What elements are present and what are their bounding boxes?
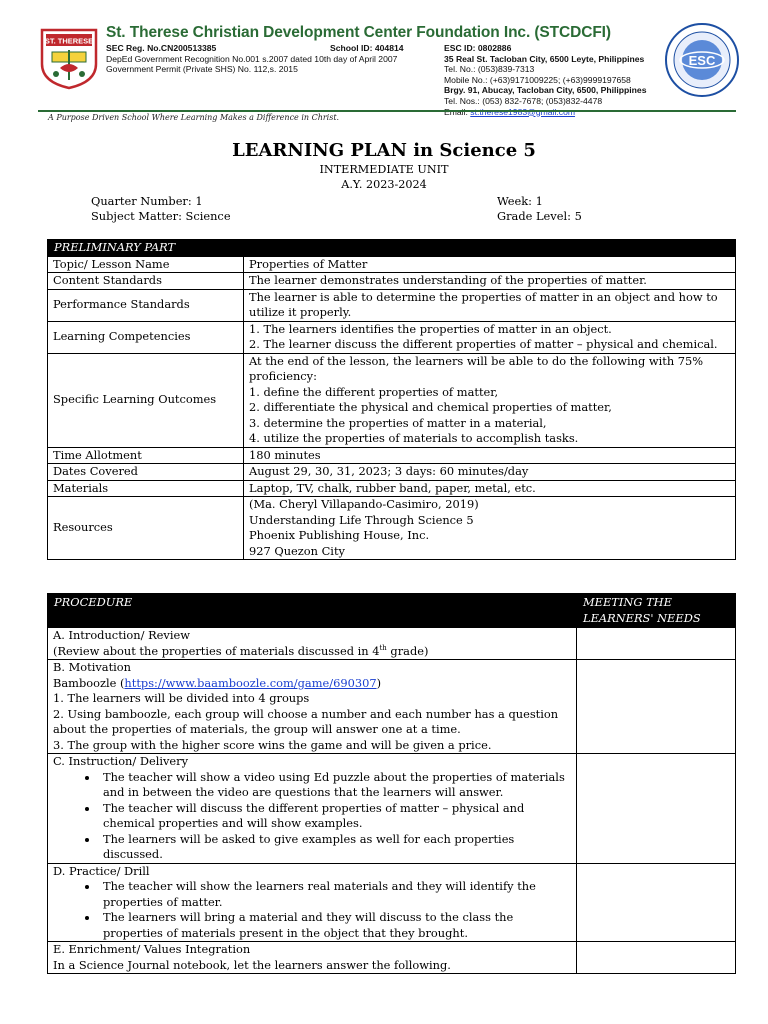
procedure-practice	[48, 863, 577, 942]
week-number: Week: 1	[497, 194, 543, 208]
practice-list	[53, 879, 571, 941]
address-1: 35 Real St. Tacloban City, 6500 Leyte, Philippines	[444, 53, 645, 64]
outcome-item: 4. utilize the properties of materials to accomplish tasks.	[249, 431, 579, 445]
introduction-text	[53, 644, 571, 660]
introduction-text-end: grade)	[386, 643, 429, 658]
table-row	[48, 497, 736, 560]
grade-level: Grade Level: 5	[497, 209, 582, 223]
deped-recognition: DepEd Government Recognition No.001 s.2007 dated 10th day of April 2007	[106, 53, 398, 64]
learners-needs-cell	[577, 754, 736, 864]
school-motto: A Purpose Driven School Where Learning Makes a Difference in Christ.	[48, 113, 340, 122]
outcome-item: 3. determine the properties of matter in a material,	[249, 415, 547, 430]
enrichment-text: In a Science Journal notebook, let the learners answer the following.	[53, 957, 451, 972]
procedure-table	[47, 593, 736, 974]
school-id: School ID: 404814	[330, 43, 404, 53]
section-title: C. Instruction/ Delivery	[53, 754, 189, 768]
school-logo-text: ST. THERESE	[44, 36, 94, 46]
deped-seal-text: ESC	[688, 53, 716, 68]
row-value-specific-outcomes	[244, 353, 736, 447]
school-logo-icon	[38, 24, 100, 90]
telephone-1: Tel. No.: (053)839-7313	[444, 64, 535, 75]
row-label-specific-outcomes: Specific Learning Outcomes	[48, 353, 244, 447]
learners-needs-cell	[577, 660, 736, 754]
procedure-enrichment	[48, 942, 577, 974]
motivation-step: 1. The learners will be divided into 4 groups	[53, 691, 310, 705]
table-row	[48, 289, 736, 321]
school-id-block	[330, 43, 404, 54]
section-title: A. Introduction/ Review	[53, 628, 190, 642]
procedure-header-row	[48, 594, 736, 628]
outcome-item: 2. differentiate the physical and chemical properties of matter,	[249, 400, 612, 414]
table-row	[48, 273, 736, 290]
section-title: D. Practice/ Drill	[53, 863, 150, 878]
table-row	[48, 754, 736, 864]
letterhead-divider	[38, 110, 736, 112]
school-name: St. Therese Christian Development Center Foundation Inc. (STCDCFI)	[106, 24, 611, 41]
preliminary-header-row	[48, 240, 736, 257]
resource-line: Phoenix Publishing House, Inc.	[249, 528, 430, 542]
contact-block	[444, 43, 647, 117]
section-title: B. Motivation	[53, 660, 131, 674]
subject-matter: Subject Matter: Science	[91, 209, 231, 223]
table-row	[48, 464, 736, 481]
resource-line: 927 Quezon City	[249, 543, 345, 558]
sec-registration: SEC Reg. No.CN200513385	[106, 43, 217, 53]
resource-line: Understanding Life Through Science 5	[249, 512, 474, 527]
row-value-resources	[244, 497, 736, 560]
row-label-dates-covered: Dates Covered	[48, 464, 244, 481]
esc-id: ESC ID: 0802886	[444, 43, 512, 53]
quarter-number: Quarter Number: 1	[91, 194, 203, 208]
ordinal-suffix: th	[379, 643, 387, 652]
section-title: E. Enrichment/ Values Integration	[53, 942, 251, 956]
academic-year: A.Y. 2023-2024	[341, 178, 427, 191]
table-row	[48, 942, 736, 974]
table-row	[48, 863, 736, 942]
row-value-learning-competencies	[244, 321, 736, 353]
telephone-2: Tel. Nos.: (053) 832-7678; (053)832-4478	[444, 95, 603, 106]
row-value-performance-standards: The learner is able to determine the properties of matter in an object and how to utilize it properly.	[244, 289, 736, 321]
resource-line: (Ma. Cheryl Villapando-Casimiro, 2019)	[249, 497, 479, 511]
procedure-instruction	[48, 754, 577, 864]
bamboozle-line	[53, 676, 571, 692]
list-item: • The teacher will discuss the different properties of matter – physical and chemical properties and will show examples.	[99, 801, 571, 832]
motivation-step: 3. The group with the higher score wins the game and will be given a price.	[53, 737, 492, 752]
row-label-performance-standards: Performance Standards	[48, 289, 244, 321]
bamboozle-link[interactable]: https://www.baamboozle.com/game/690307	[124, 675, 377, 690]
deped-seal-icon	[664, 22, 740, 98]
preliminary-header: PRELIMINARY PART	[48, 240, 736, 257]
instruction-list	[53, 770, 571, 863]
learners-needs-cell	[577, 942, 736, 974]
address-2: Brgy. 91, Abucay, Tacloban City, 6500, Philippines	[444, 85, 647, 96]
row-value-topic: Properties of Matter	[244, 256, 736, 273]
procedure-header: PROCEDURE	[48, 594, 577, 628]
row-value-content-standards: The learner demonstrates understanding of the properties of matter.	[244, 273, 736, 290]
row-label-resources: Resources	[48, 497, 244, 560]
table-row	[48, 628, 736, 660]
bamboozle-label: Bamboozle (	[53, 675, 125, 690]
list-item: • The teacher will show the learners real materials and they will identify the properties of matter.	[99, 879, 571, 910]
list-item: • The learners will be asked to give examples as well for each properties discussed.	[99, 832, 571, 863]
row-value-dates-covered: August 29, 30, 31, 2023; 3 days: 60 minutes/day	[244, 464, 736, 481]
list-item: • The teacher will show a video using Ed puzzle about the properties of materials and in between the video are questions that the learners will answer.	[99, 770, 571, 801]
row-value-materials: Laptop, TV, chalk, rubber band, paper, metal, etc.	[244, 480, 736, 497]
procedure-introduction	[48, 628, 577, 660]
list-item: • The learners will bring a material and they will discuss to the class the properties of materials present in the object that they brought.	[99, 910, 571, 941]
preliminary-table	[47, 239, 736, 560]
row-value-time-allotment: 180 minutes	[244, 447, 736, 464]
learners-needs-header: MEETING THE LEARNERS' NEEDS	[577, 594, 736, 628]
row-label-topic: Topic/ Lesson Name	[48, 256, 244, 273]
row-label-time-allotment: Time Allotment	[48, 447, 244, 464]
mobile-numbers: Mobile No.: (+63)9171009225; (+63)9999197658	[444, 74, 631, 85]
row-label-learning-competencies: Learning Competencies	[48, 321, 244, 353]
introduction-text-start: (Review about the properties of materials discussed in 4	[53, 643, 380, 658]
row-label-content-standards: Content Standards	[48, 273, 244, 290]
table-row	[48, 660, 736, 754]
outcome-item: 1. define the different properties of matter,	[249, 384, 499, 399]
table-row	[48, 353, 736, 447]
letterhead	[38, 22, 738, 112]
table-row	[48, 480, 736, 497]
unit-name: INTERMEDIATE UNIT	[319, 163, 449, 176]
procedure-motivation	[48, 660, 577, 754]
motivation-step: 2. Using bamboozle, each group will choose a number and each number has a question about the properties of materials, the group will answer one at a time.	[53, 706, 559, 736]
competency-item: 1. The learners identifies the properties of matter in an object.	[249, 321, 612, 336]
bamboozle-close: )	[376, 675, 382, 690]
competency-item: 2. The learner discuss the different properties of matter – physical and chemical.	[249, 337, 718, 351]
row-label-materials: Materials	[48, 480, 244, 497]
table-row	[48, 447, 736, 464]
outcome-intro: At the end of the lesson, the learners will be able to do the following with 75% proficiency:	[249, 353, 704, 383]
learners-needs-cell	[577, 628, 736, 660]
government-permit: Government Permit (Private SHS) No. 112,s. 2015	[106, 64, 298, 75]
learners-needs-cell	[577, 863, 736, 942]
table-row	[48, 256, 736, 273]
table-row	[48, 321, 736, 353]
document-title: LEARNING PLAN in Science 5	[232, 140, 536, 161]
